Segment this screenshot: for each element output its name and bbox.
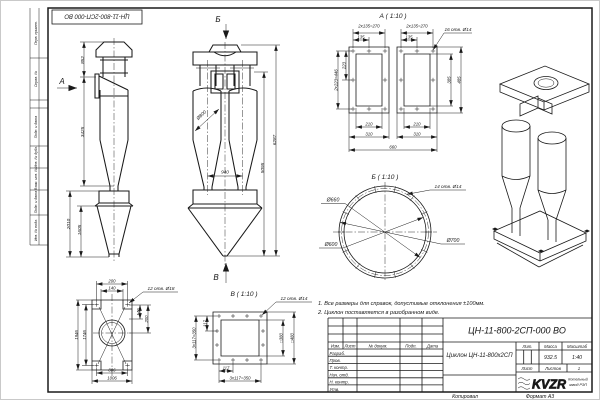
dim-140-right: 140 — [136, 308, 141, 316]
dim-852: 852 — [80, 56, 85, 64]
dim-2010: 2010 — [66, 218, 71, 230]
sheets-value: 1 — [577, 365, 581, 371]
note-line-2: 2. Циклон поставляется в разобранном виде. — [318, 310, 440, 316]
dim-806: 806 — [108, 367, 116, 373]
dim-dia-800: Ø800 — [195, 109, 208, 121]
view-arrow-b: Б — [215, 15, 221, 24]
col-izm: Изм. — [330, 343, 341, 349]
company-line-1: Котельный — [568, 377, 588, 382]
margin-field-vzam-inv: Взам. инв. № — [34, 167, 38, 191]
dim-310-right: 310 — [413, 131, 421, 137]
scale-label: Масштаб — [566, 343, 588, 349]
stamp-doc-number: ЦН-11-800-2СП-000 ВО — [64, 12, 130, 19]
margin-field-perv-primen: Перв. примен. — [34, 21, 38, 45]
dim-210-right: 210 — [413, 121, 421, 127]
detail-v-title: В ( 1:10 ) — [230, 291, 258, 298]
dim-385: 385 — [446, 76, 452, 84]
dim-1605: 1605 — [77, 224, 82, 236]
sheets-label: Листов — [545, 365, 561, 371]
copy-label: Копировал — [452, 394, 478, 400]
company-line-2: завод РЭП — [569, 383, 587, 387]
dim-2x223: 2x223=446 — [333, 69, 339, 91]
dim-3x117-left: 3x117=350 — [191, 327, 197, 349]
dim-sq-380: □380 — [278, 333, 284, 343]
margin-field-podp-data-1: Подп. и дата — [34, 115, 38, 139]
dim-sq-480: □480 — [289, 333, 295, 343]
dim-6287: 6287 — [272, 134, 277, 146]
row-t-kontr: Т. контр. — [329, 365, 349, 371]
dim-dia-600: Ø600 — [324, 242, 338, 248]
dim-117-left: 117 — [202, 320, 208, 327]
margin-field-sprav-no: Справ. № — [34, 70, 38, 88]
dim-dia-660: Ø660 — [326, 197, 340, 204]
detail-b-title: Б ( 1:10 ) — [371, 174, 399, 181]
titleblock-doc-number: ЦН-11-800-2СП-000 ВО — [468, 325, 566, 336]
detail-a-title: А ( 1:10 ) — [379, 13, 407, 20]
mass-label: Масса — [544, 343, 557, 349]
col-doc: № докум. — [368, 343, 388, 349]
dim-2x135-left: 2x135=270 — [358, 23, 380, 29]
row-n-kontr: Н. контр. — [329, 379, 349, 385]
support-holes-label: 12 отв. Ø18 — [147, 286, 175, 291]
scale-value: 1:40 — [571, 355, 583, 361]
dim-135-right: 135 — [405, 34, 413, 40]
format-label: Формат А3 — [525, 394, 555, 400]
dim-200-top: 200 — [108, 278, 116, 284]
row-nach-otd: Нач. отд. — [329, 372, 349, 378]
dim-135-left: 135 — [357, 34, 365, 40]
row-prov: Пров. — [329, 358, 341, 363]
detail-a-holes-label: 16 отв. Ø14 — [444, 27, 472, 32]
dim-117-bottom: 117 — [222, 365, 230, 371]
dim-140-top: 140 — [108, 285, 116, 291]
dim-210-left: 210 — [365, 121, 373, 127]
dim-5095: 5095 — [260, 162, 265, 174]
dim-223: 223 — [341, 61, 347, 70]
margin-field-inv-dubl: Инв. № дубл. — [34, 145, 38, 169]
detail-v-holes-label: 12 отв. Ø14 — [280, 296, 308, 301]
dim-1746: 1746 — [82, 330, 87, 340]
dim-200-right: 200 — [144, 315, 149, 323]
dim-3x117-bottom: 3x117=350 — [229, 375, 251, 381]
dim-485: 485 — [456, 76, 462, 84]
dim-310-left: 310 — [365, 131, 373, 137]
dim-1006: 1006 — [107, 375, 117, 381]
view-arrow-v: В — [213, 273, 219, 282]
dim-940: 940 — [221, 169, 229, 175]
col-podp: Подп. — [405, 343, 417, 349]
dim-dia-700: Ø700 — [446, 238, 460, 244]
margin-field-inv-podl: Инв. № подл. — [34, 218, 38, 242]
detail-b-holes-label: 14 отв. Ø14 — [434, 184, 462, 189]
note-line-1: 1. Все размеры для справок, допустимые отклонения ±100мм. — [318, 301, 485, 307]
titleblock-product-name: Циклон ЦН-11-800х2СП — [446, 353, 513, 359]
row-razrab: Разраб. — [329, 350, 346, 356]
sheet-label: Лист — [521, 365, 533, 371]
dim-3425: 3425 — [80, 126, 85, 138]
mass-value: 932.5 — [544, 355, 557, 361]
dim-2x135-right: 2x135=270 — [406, 23, 428, 29]
col-data: Дата — [426, 343, 439, 349]
logo-text: KVZR — [532, 377, 567, 392]
dim-1946: 1946 — [74, 330, 79, 340]
row-utv: Утв. — [329, 386, 340, 392]
col-list: Лист — [344, 343, 356, 349]
margin-field-podp-data-2: Подп. и дата — [34, 190, 38, 214]
dim-660: 660 — [389, 144, 397, 150]
lit-label: Лит. — [522, 343, 533, 349]
view-arrow-a: А — [59, 77, 65, 86]
